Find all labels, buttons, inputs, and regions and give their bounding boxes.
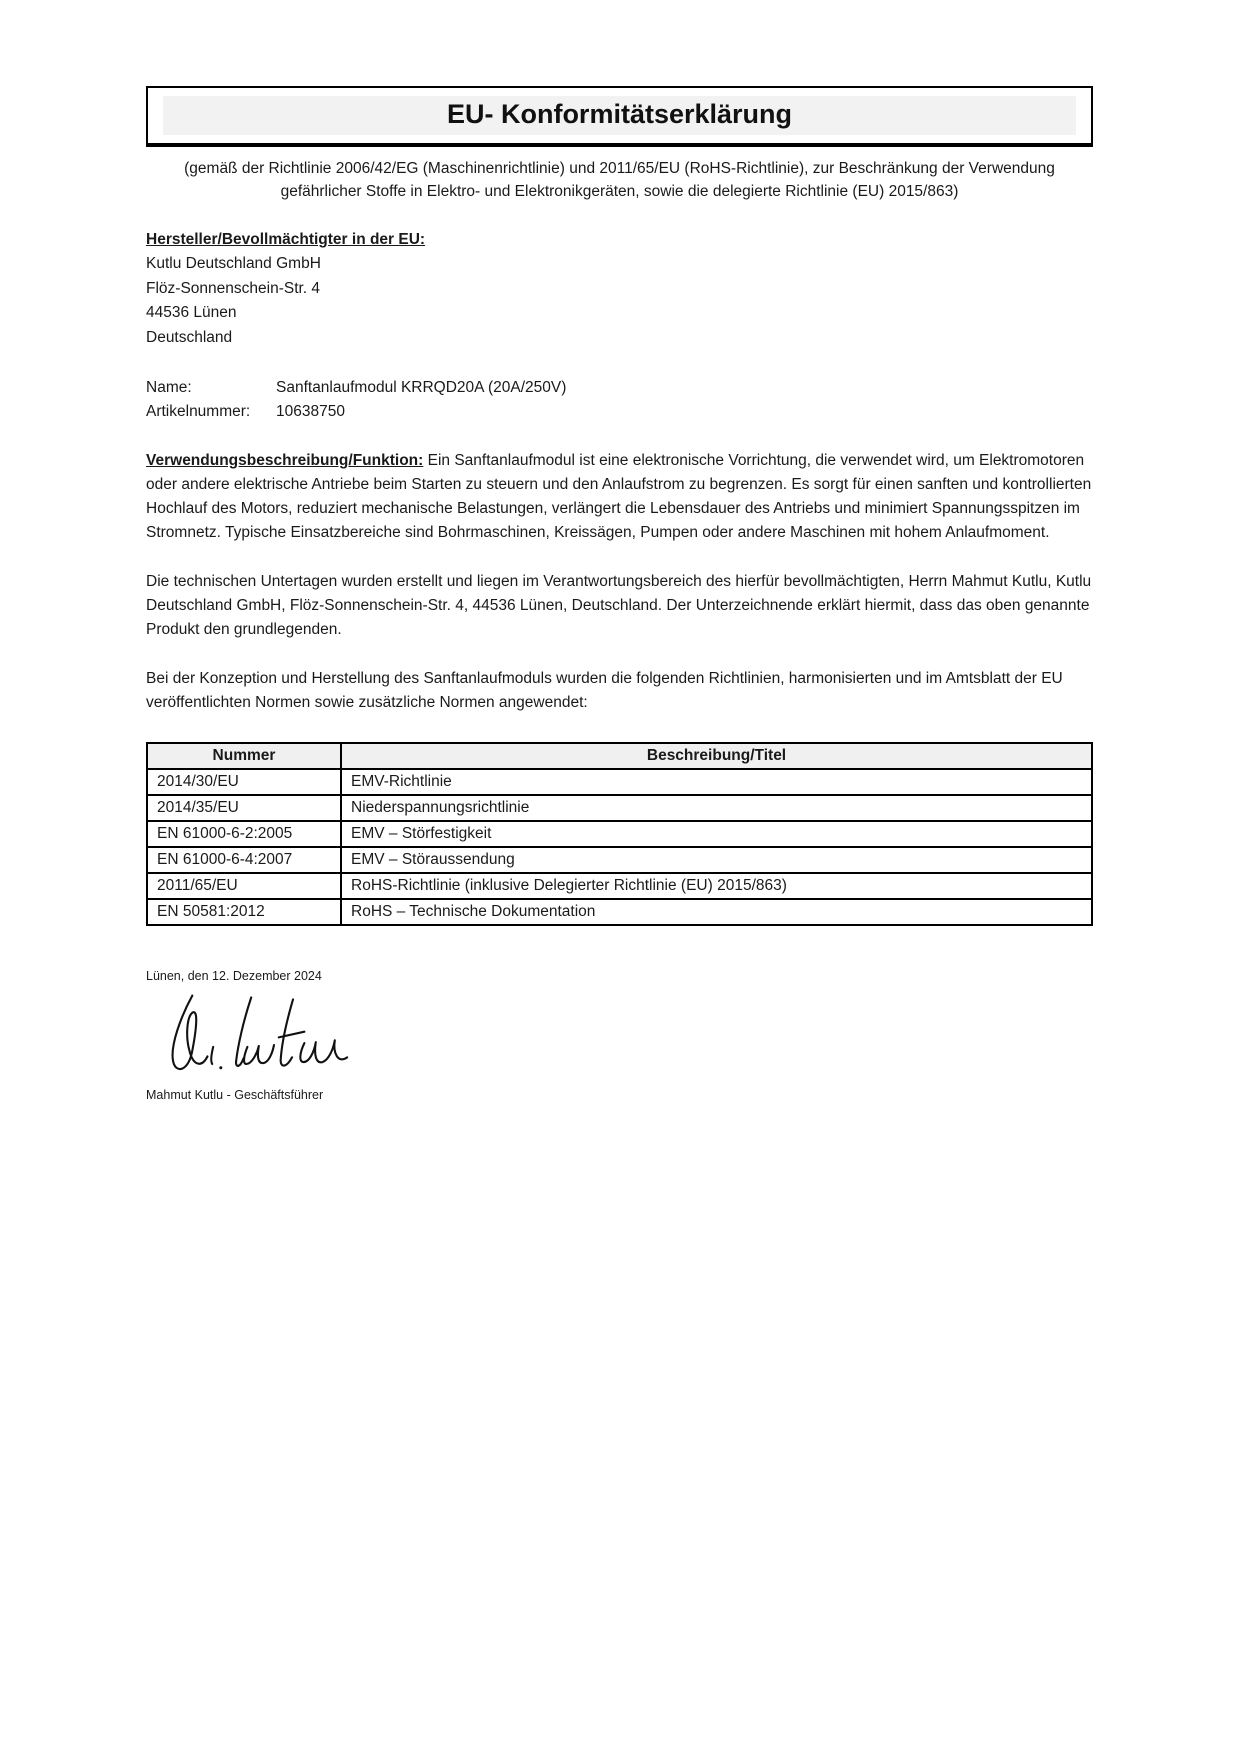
table-row — [147, 847, 1092, 873]
product-block — [146, 376, 1093, 424]
usage-text: Ein Sanftanlaufmodul ist eine elektronische Vorrichtung, die verwendet wird, um Elektromotoren oder andere elektrische Antriebe beim Starten zu steuern und den Anlaufstrom zu begrenzen. Es sorgt für einen sanften und kontrollierten Hochlauf des Motors, reduziert mechanische Belastungen, verlängert die Lebensdauer des Antriebs und minimiert Spannungsspitzen im Stromnetz. Typische Einsatzbereiche sind Bohrmaschinen, Kreissägen, Pumpen oder andere Maschinen mit hohem Anlaufmoment. — [146, 452, 1092, 541]
manufacturer-name: Kutlu Deutschland GmbH — [146, 255, 321, 272]
usage-paragraph — [146, 449, 1093, 545]
product-name-row — [146, 376, 1093, 400]
table-header-beschreibung: Beschreibung/Titel — [341, 743, 1092, 769]
standards-intro-paragraph: Bei der Konzeption und Herstellung des Sanftanlaufmoduls wurden die folgenden Richtlinien, harmonisierten und im Amtsblatt der EU veröffentlichten Normen sowie zusätzliche Normen angewendet: — [146, 670, 1063, 711]
signatory-name: Mahmut Kutlu - Geschäftsführer — [146, 1088, 324, 1102]
table-row — [147, 821, 1092, 847]
manufacturer-country: Deutschland — [146, 328, 233, 346]
table-cell-nummer: EN 61000-6-2:2005 — [147, 821, 341, 847]
product-name-value: Sanftanlaufmodul KRRQD20A (20A/250V) — [276, 379, 567, 396]
table-row — [147, 795, 1092, 821]
signature-strokes — [160, 988, 350, 1083]
product-name-label: Name: — [146, 379, 192, 396]
table-cell-beschreibung: EMV-Richtlinie — [341, 769, 1092, 795]
table-cell-beschreibung: EMV – Störfestigkeit — [341, 821, 1092, 847]
table-cell-nummer: 2011/65/EU — [147, 873, 341, 899]
table-row — [147, 769, 1092, 795]
signature-image — [160, 988, 1093, 1083]
table-cell-beschreibung: RoHS-Richtlinie (inklusive Delegierter Richtlinie (EU) 2015/863) — [341, 873, 1092, 899]
table-row — [147, 873, 1092, 899]
table-cell-nummer: 2014/30/EU — [147, 769, 341, 795]
table-cell-nummer: EN 50581:2012 — [147, 899, 341, 925]
table-row — [147, 899, 1092, 925]
table-cell-beschreibung: Niederspannungsrichtlinie — [341, 795, 1092, 821]
manufacturer-heading: Hersteller/Bevollmächtigter in der EU: — [146, 231, 426, 248]
table-cell-nummer: EN 61000-6-4:2007 — [147, 847, 341, 873]
table-header-nummer: Nummer — [147, 743, 341, 769]
table-header-row — [147, 743, 1092, 769]
manufacturer-street: Flöz-Sonnenschein-Str. 4 — [146, 279, 321, 297]
article-number-value: 10638750 — [276, 403, 345, 420]
manufacturer-city: 44536 Lünen — [146, 304, 237, 321]
title-box — [146, 86, 1093, 147]
page-title: EU- Konformitätserklärung — [446, 99, 793, 129]
standards-table — [146, 742, 1093, 926]
signature-block — [146, 968, 1093, 1103]
responsibility-paragraph: Die technischen Untertagen wurden erstellt und liegen im Verantwortungsbereich des hierfür bevollmächtigten, Herrn Mahmut Kutlu, Kutlu Deutschland GmbH, Flöz-Sonnenschein-Str. 4, 44536 Lünen, Deutschland. Der Unterzeichnende erklärt hiermit, dass das oben genannte Produkt den grundlegenden. — [146, 573, 1092, 638]
table-cell-beschreibung: RoHS – Technische Dokumentation — [341, 899, 1092, 925]
title-bar — [163, 96, 1076, 135]
article-number-row — [146, 400, 1093, 424]
document-content — [146, 86, 1093, 1103]
subtitle: (gemäß der Richtlinie 2006/42/EG (Maschinenrichtlinie) und 2011/65/EU (RoHS-Richtlinie), zur Beschränkung der Verwendung gefährlicher Stoffe in Elektro- und Elektronikgeräten, sowie die delegierte Richtlinie (EU) 2015/863) — [184, 160, 1055, 200]
article-number-label: Artikelnummer: — [146, 403, 251, 420]
usage-heading: Verwendungsbeschreibung/Funktion: — [146, 452, 424, 469]
table-cell-beschreibung: EMV – Störaussendung — [341, 847, 1092, 873]
table-cell-nummer: 2014/35/EU — [147, 795, 341, 821]
place-date: Lünen, den 12. Dezember 2024 — [146, 969, 322, 983]
